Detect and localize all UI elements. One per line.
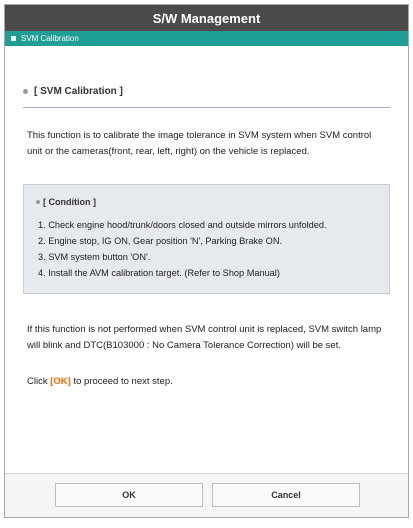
cancel-button[interactable]: Cancel — [212, 483, 360, 507]
condition-item: 1. Check engine hood/trunk/doors closed and outside mirrors unfolded. — [38, 220, 327, 230]
section-header — [23, 86, 390, 97]
condition-list — [36, 217, 377, 281]
content-area — [5, 46, 408, 474]
proceed-text — [23, 374, 390, 390]
condition-title: [ Condition ] — [43, 197, 96, 207]
proceed-prefix: Click — [27, 376, 51, 387]
bullet-icon — [36, 200, 40, 204]
window-title: S/W Management — [152, 10, 261, 26]
condition-box — [23, 184, 390, 294]
subtab-label: SVM Calibration — [21, 34, 79, 43]
ok-button[interactable]: OK — [55, 483, 203, 507]
square-icon — [11, 36, 16, 41]
title-bar — [5, 5, 408, 31]
subtab-header — [5, 31, 408, 46]
divider — [23, 107, 390, 108]
condition-item: 2. Engine stop, IG ON, Gear position 'N', Parking Brake ON. — [38, 236, 283, 246]
intro-text: This function is to calibrate the image tolerance in SVM system when SVM control unit or the cameras(front, rear, left, right) on the vehicle is replaced. — [27, 130, 372, 157]
condition-header — [36, 197, 377, 207]
button-bar — [5, 473, 408, 517]
proceed-highlight: [OK] — [50, 376, 71, 387]
condition-item: 4. Install the AVM calibration target. (Refer to Shop Manual) — [38, 268, 280, 278]
proceed-suffix: to proceed to next step. — [70, 376, 173, 387]
section-title: [ SVM Calibration ] — [34, 86, 123, 97]
bullet-icon — [23, 89, 28, 94]
dialog-window — [4, 4, 409, 518]
condition-item: 3. SVM system button 'ON'. — [38, 252, 151, 262]
warning-text: If this function is not performed when SVM control unit is replaced, SVM switch lamp will blink and DTC(B103000 : No Camera Tolerance Correction) will be set. — [27, 324, 382, 351]
